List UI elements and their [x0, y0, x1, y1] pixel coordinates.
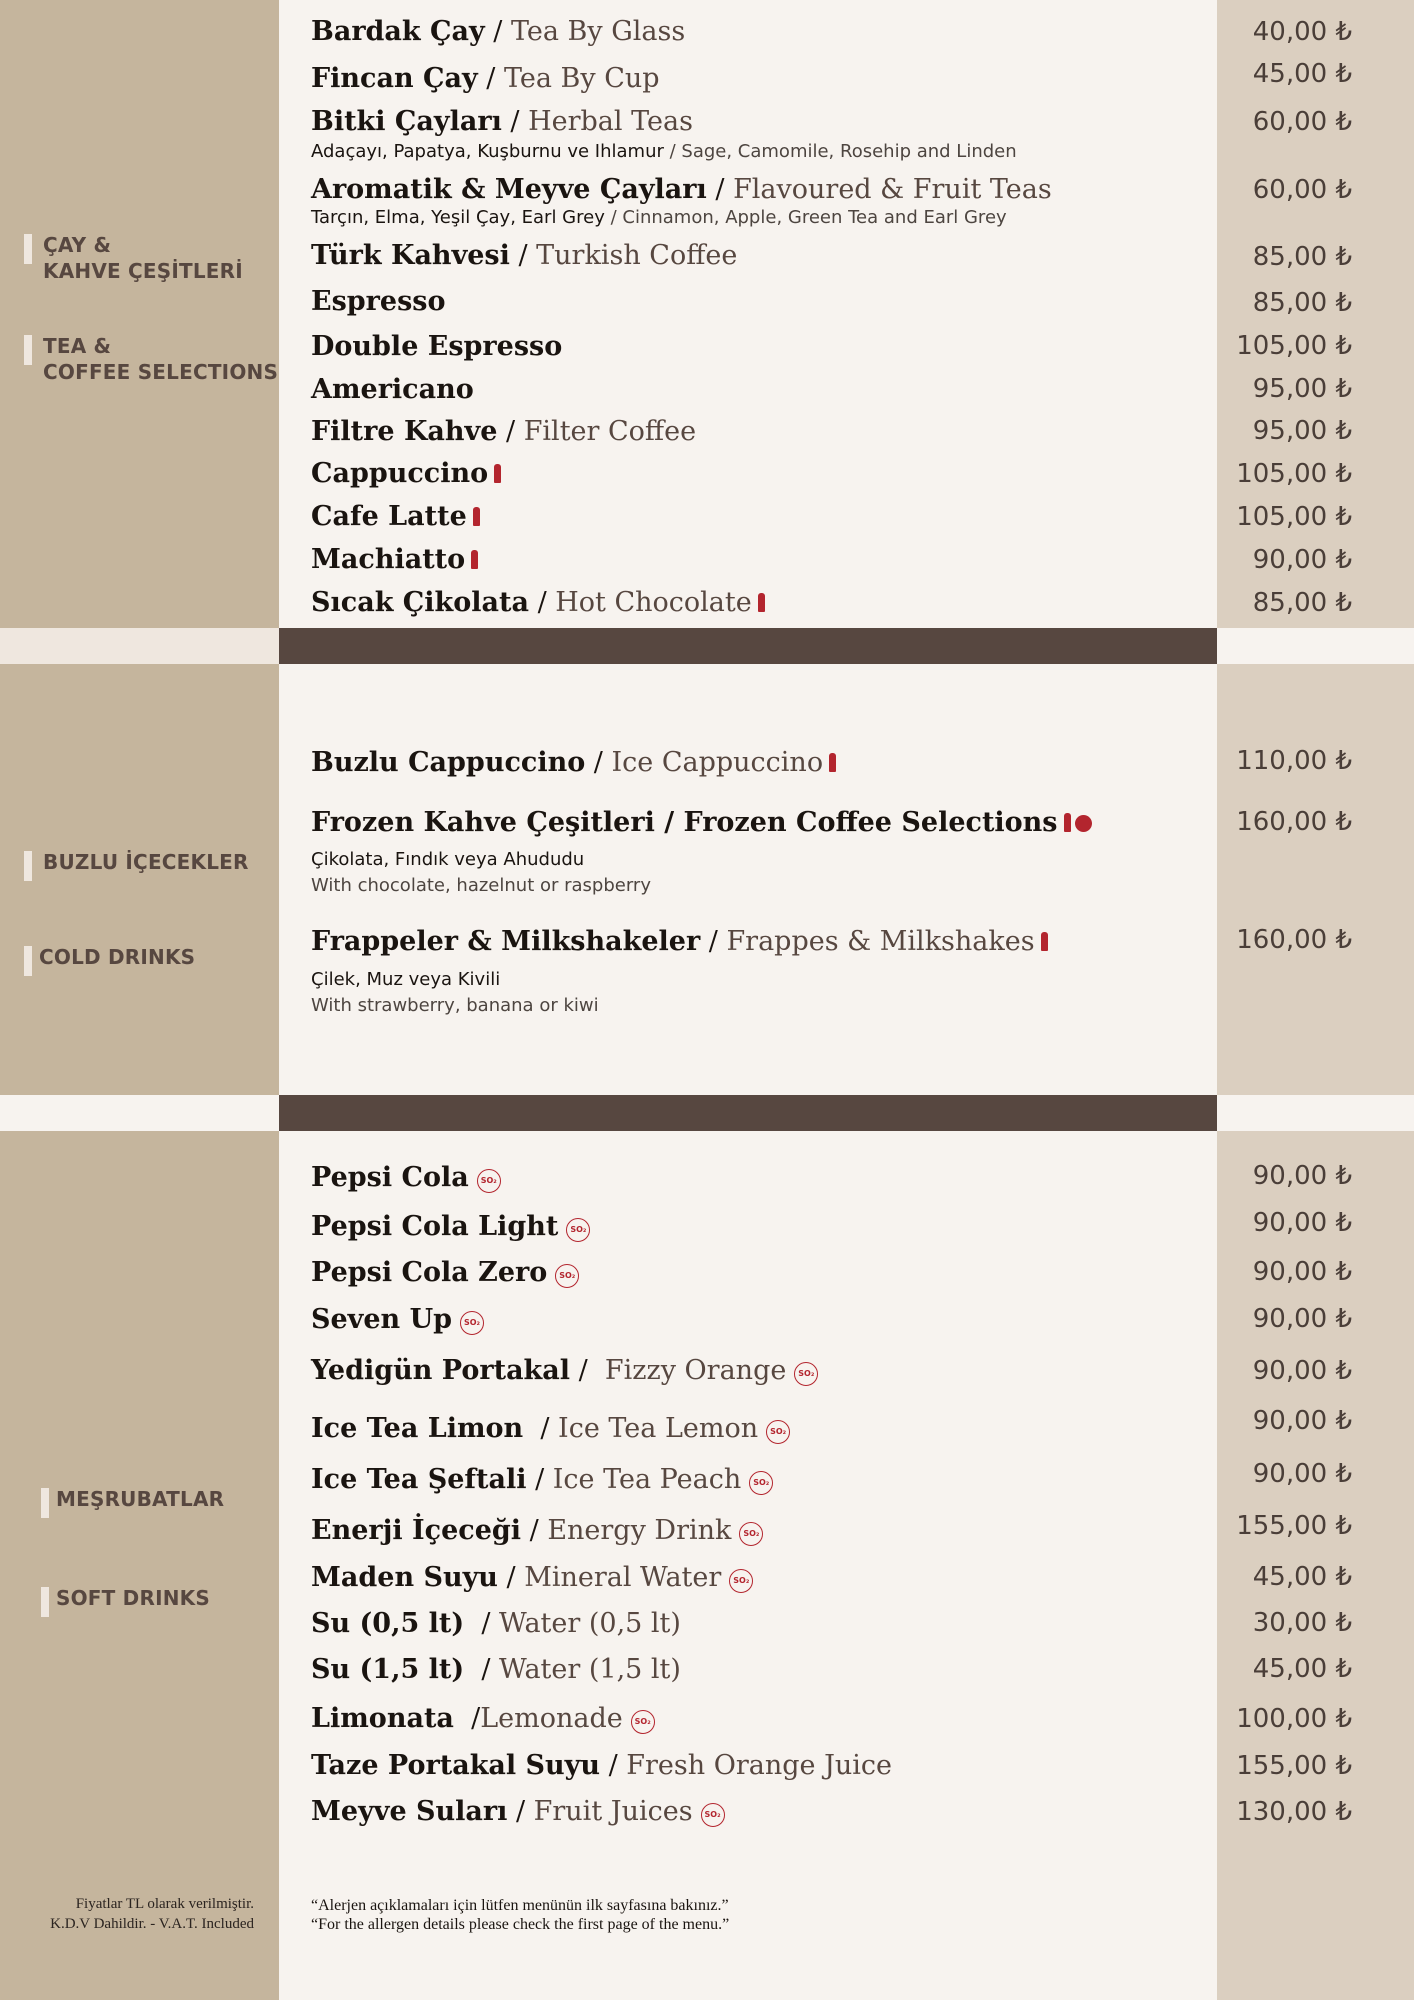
item-separator: / [523, 1413, 559, 1444]
item-separator: / [464, 1608, 500, 1639]
item-name-tr: Taze Portakal Suyu [311, 1750, 600, 1781]
milk-allergen-icon [471, 550, 478, 569]
item-price: 85,00 ₺ [1252, 242, 1352, 272]
item-name-tr: Seven Up [311, 1304, 452, 1335]
item-separator: / [507, 1796, 534, 1827]
item-name-tr: Ice Tea Limon [311, 1413, 524, 1444]
milk-allergen-icon [758, 593, 765, 612]
left-band-soft [0, 1131, 279, 2000]
item-name-en: Lemonade [480, 1703, 623, 1734]
menu-item [311, 1703, 655, 1735]
item-price: 155,00 ₺ [1236, 1751, 1352, 1781]
item-name-tr: Yedigün Portakal [311, 1355, 571, 1386]
item-separator: / [464, 1654, 500, 1685]
item-separator: / [700, 926, 727, 957]
item-price: 90,00 ₺ [1252, 1208, 1352, 1238]
item-price: 45,00 ₺ [1252, 1654, 1352, 1684]
item-price: 90,00 ₺ [1252, 1459, 1352, 1489]
item-price: 60,00 ₺ [1252, 175, 1352, 205]
item-desc-tr: Adaçayı, Papatya, Kuşburnu ve Ihlamur [311, 141, 664, 162]
item-price: 85,00 ₺ [1252, 288, 1352, 318]
menu-item [311, 747, 836, 779]
menu-item [311, 1355, 818, 1387]
category-soft-en [41, 1585, 210, 1611]
category-marker [24, 335, 32, 365]
item-name-en: Water (0,5 lt) [499, 1608, 681, 1639]
item-price: 90,00 ₺ [1252, 1257, 1352, 1287]
item-name-en: Tea By Glass [510, 16, 686, 47]
so2-allergen-icon: SO₂ [766, 1420, 790, 1444]
item-separator: / [706, 174, 734, 205]
item-name-en: Ice Cappuccino [611, 747, 824, 778]
menu-item [311, 587, 765, 619]
item-separator: / [585, 747, 612, 778]
item-separator: / [501, 106, 529, 137]
item-description-en: With chocolate, hazelnut or raspberry [311, 875, 651, 896]
item-desc-en: / Cinnamon, Apple, Green Tea and Earl Grey [604, 207, 1007, 228]
so2-allergen-icon: SO₂ [460, 1311, 484, 1335]
category-marker [41, 1488, 49, 1518]
category-line: BUZLU İÇECEKLER [43, 850, 249, 874]
menu-item [311, 1257, 579, 1289]
left-band-tea [0, 0, 279, 628]
item-price: 105,00 ₺ [1236, 331, 1352, 361]
item-separator: / [484, 16, 511, 47]
item-name-en: Ice Tea Lemon [558, 1413, 759, 1444]
menu-item [311, 286, 445, 318]
item-name-en: Fresh Orange Juice [626, 1750, 893, 1781]
item-price: 60,00 ₺ [1252, 107, 1352, 137]
menu-item [311, 458, 501, 490]
item-price: 160,00 ₺ [1236, 925, 1352, 955]
menu-item [311, 807, 1092, 839]
menu-item [311, 240, 737, 272]
menu-item [311, 1211, 590, 1243]
so2-allergen-icon: SO₂ [729, 1569, 753, 1593]
menu-item [311, 544, 478, 576]
menu-item [311, 63, 660, 95]
menu-item [311, 1515, 763, 1547]
item-price: 95,00 ₺ [1252, 374, 1352, 404]
so2-allergen-icon: SO₂ [749, 1471, 773, 1495]
item-name-tr: Su (1,5 lt) [311, 1654, 465, 1685]
item-separator: / [528, 587, 556, 618]
right-band-cold [1217, 664, 1414, 1095]
category-line: KAHVE ÇEŞİTLERİ [43, 259, 243, 283]
category-marker [24, 946, 32, 976]
item-name-en: Fizzy Orange [604, 1355, 787, 1386]
item-name-tr: Buzlu Cappuccino [311, 747, 586, 778]
item-price: 90,00 ₺ [1252, 1356, 1352, 1386]
item-name-en: Flavoured & Fruit Teas [733, 174, 1052, 205]
divider-2 [279, 1095, 1217, 1131]
category-line: COFFEE SELECTIONS [43, 360, 279, 384]
menu-item [311, 16, 685, 48]
item-price: 85,00 ₺ [1252, 588, 1352, 618]
menu-item [311, 416, 696, 448]
so2-allergen-icon: SO₂ [739, 1522, 763, 1546]
category-marker [41, 1587, 49, 1617]
price-note-2: K.D.V Dahildir. - V.A.T. Included [50, 1916, 254, 1932]
left-band-cold [0, 664, 279, 1095]
item-name-tr: Double Espresso [311, 331, 563, 362]
item-price: 90,00 ₺ [1252, 1406, 1352, 1436]
so2-allergen-icon: SO₂ [631, 1710, 655, 1734]
item-separator: / [509, 240, 537, 271]
item-name-tr: Machiatto [311, 544, 466, 575]
item-name-tr: Cappuccino [311, 458, 489, 489]
menu-item [311, 1796, 725, 1828]
item-name-en: Herbal Teas [528, 106, 693, 137]
item-price: 105,00 ₺ [1236, 459, 1352, 489]
menu-item [311, 1608, 681, 1640]
item-description-tr: Çilek, Muz veya Kivili [311, 969, 501, 990]
category-marker [24, 234, 32, 264]
item-price: 45,00 ₺ [1252, 59, 1352, 89]
milk-allergen-icon [473, 507, 480, 526]
allergen-note-tr: “Alerjen açıklamaları için lütfen menünün ilk sayfasına bakınız.” [311, 1897, 729, 1914]
item-name-en: Mineral Water [524, 1562, 722, 1593]
milk-allergen-icon [829, 753, 836, 772]
item-name-tr: Sıcak Çikolata [311, 587, 529, 618]
price-note-1: Fiyatlar TL olarak verilmiştir. [75, 1896, 254, 1912]
item-separator: / [570, 1355, 605, 1386]
item-name-tr: Türk Kahvesi [311, 240, 510, 271]
nut-allergen-icon [1075, 815, 1092, 832]
item-separator: / [600, 1750, 627, 1781]
milk-allergen-icon [1064, 813, 1071, 832]
item-name-tr: Enerji İçeceği [311, 1515, 522, 1546]
menu-item [311, 1304, 484, 1336]
menu-item [311, 1162, 501, 1194]
item-separator: / [497, 416, 524, 447]
menu-item [311, 1654, 681, 1686]
item-separator: / [497, 1562, 525, 1593]
milk-allergen-icon [494, 464, 501, 483]
milk-allergen-icon [1041, 932, 1048, 951]
item-price: 40,00 ₺ [1252, 17, 1352, 47]
item-separator: / [453, 1703, 481, 1734]
item-description-tr: Çikolata, Fındık veya Ahududu [311, 849, 585, 870]
item-name-en: Tea By Cup [503, 63, 660, 94]
item-name-tr: Frozen Kahve Çeşitleri / Frozen Coffee Selections [311, 807, 1058, 838]
category-soft-tr [41, 1486, 224, 1512]
item-price: 160,00 ₺ [1236, 807, 1352, 837]
item-name-tr: Frappeler & Milkshakeler [311, 926, 701, 957]
item-price: 90,00 ₺ [1252, 1304, 1352, 1334]
item-name-en: Energy Drink [547, 1515, 732, 1546]
item-desc-tr: Tarçın, Elma, Yeşil Çay, Earl Grey [311, 207, 605, 228]
item-name-tr: Limonata [311, 1703, 454, 1734]
category-tea-coffee-tr [24, 232, 243, 284]
so2-allergen-icon: SO₂ [701, 1803, 725, 1827]
item-separator: / [521, 1515, 548, 1546]
item-name-tr: Fincan Çay [311, 63, 478, 94]
menu-item [311, 1464, 773, 1496]
item-name-en: Filter Coffee [523, 416, 697, 447]
category-line: TEA & [43, 334, 112, 358]
item-price: 90,00 ₺ [1252, 545, 1352, 575]
item-name-en: Fruit Juices [533, 1796, 693, 1827]
item-name-tr: Pepsi Cola [311, 1162, 469, 1193]
divider-right-2 [1217, 1095, 1414, 1131]
category-line: ÇAY & [43, 233, 112, 257]
category-marker [24, 851, 32, 881]
item-price: 90,00 ₺ [1252, 1161, 1352, 1191]
divider-1 [279, 628, 1217, 664]
item-desc-en: / Sage, Camomile, Rosehip and Linden [663, 141, 1017, 162]
menu-item [311, 106, 693, 138]
item-name-tr: Pepsi Cola Zero [311, 1257, 548, 1288]
item-name-tr: Aromatik & Meyve Çayları [311, 174, 707, 205]
menu-item [311, 331, 562, 363]
divider-right-1 [1217, 628, 1414, 664]
item-price: 155,00 ₺ [1236, 1511, 1352, 1541]
menu-item [311, 374, 474, 406]
item-name-tr: Americano [311, 374, 474, 405]
menu-item [311, 501, 480, 533]
item-name-tr: Filtre Kahve [311, 416, 498, 447]
category-tea-coffee-en [24, 333, 278, 385]
menu-item [311, 1413, 790, 1445]
allergen-note-en: “For the allergen details please check the first page of the menu.” [311, 1916, 730, 1933]
item-price: 45,00 ₺ [1252, 1562, 1352, 1592]
category-line: MEŞRUBATLAR [56, 1487, 225, 1511]
item-name-tr: Bardak Çay [311, 16, 485, 47]
category-cold-en [24, 944, 195, 970]
so2-allergen-icon: SO₂ [566, 1218, 590, 1242]
menu-item [311, 926, 1048, 958]
item-name-tr: Espresso [311, 286, 446, 317]
menu-item [311, 174, 1052, 206]
item-name-tr: Pepsi Cola Light [311, 1211, 559, 1242]
so2-allergen-icon: SO₂ [555, 1264, 579, 1288]
item-name-en: Hot Chocolate [555, 587, 752, 618]
so2-allergen-icon: SO₂ [794, 1362, 818, 1386]
item-description [311, 207, 1007, 229]
item-price: 95,00 ₺ [1252, 416, 1352, 446]
category-line: COLD DRINKS [39, 945, 196, 969]
item-price: 130,00 ₺ [1236, 1797, 1352, 1827]
menu-item [311, 1562, 753, 1594]
divider-left-1 [0, 628, 279, 664]
item-price: 110,00 ₺ [1236, 746, 1352, 776]
item-name-en: Turkish Coffee [536, 240, 738, 271]
menu-item [311, 1750, 892, 1782]
item-price: 100,00 ₺ [1236, 1704, 1352, 1734]
so2-allergen-icon: SO₂ [477, 1169, 501, 1193]
item-separator: / [526, 1464, 553, 1495]
item-name-tr: Bitki Çayları [311, 106, 502, 137]
item-name-tr: Su (0,5 lt) [311, 1608, 465, 1639]
item-name-tr: Ice Tea Şeftali [311, 1464, 527, 1495]
item-description [311, 141, 1017, 163]
item-name-en: Ice Tea Peach [552, 1464, 742, 1495]
item-name-tr: Cafe Latte [311, 501, 467, 532]
item-separator: / [477, 63, 504, 94]
divider-left-2 [0, 1095, 279, 1131]
item-name-tr: Meyve Suları [311, 1796, 508, 1827]
item-price: 30,00 ₺ [1252, 1608, 1352, 1638]
item-description-en: With strawberry, banana or kiwi [311, 995, 599, 1016]
item-price: 105,00 ₺ [1236, 502, 1352, 532]
category-line: SOFT DRINKS [56, 1586, 210, 1610]
item-name-en: Frappes & Milkshakes [726, 926, 1035, 957]
item-name-en: Water (1,5 lt) [499, 1654, 681, 1685]
category-cold-tr [24, 849, 249, 875]
item-name-tr: Maden Suyu [311, 1562, 498, 1593]
